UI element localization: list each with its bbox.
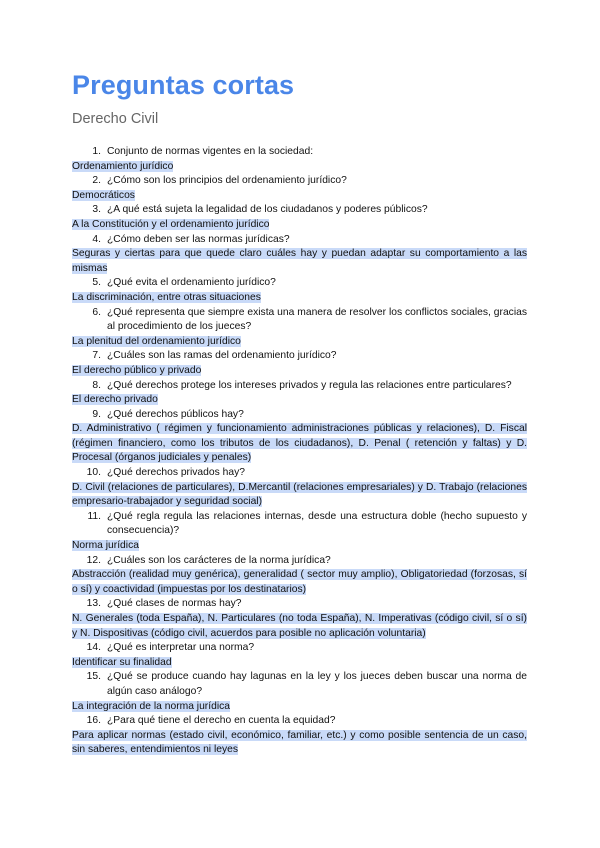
answer-text: D. Administrativo ( régimen y funcionamiento administraciones públicas y relaciones), D. Fiscal (régimen financiero, como los tributos de los ciudadanos), D. Penal ( retención y faltas) y D. Procesal (órganos judiciales y penales): [72, 423, 527, 464]
answer-item: [72, 218, 527, 233]
question-number: 15.: [86, 671, 101, 683]
question-item: [72, 597, 527, 612]
question-number: 13.: [86, 598, 101, 610]
answer-text: Abstracción (realidad muy genérica), generalidad ( sector muy amplio), Obligatoriedad (forzosas, sí o sí) y coactividad (impuestas por los destinatarios): [72, 569, 527, 595]
page-title: Preguntas cortas: [72, 70, 295, 100]
question-number: 16.: [86, 715, 101, 727]
question-number: 4.: [92, 233, 101, 245]
question-number: 5.: [92, 277, 101, 289]
question-item: [72, 510, 527, 539]
answer-text: Democráticos: [72, 189, 135, 201]
answer-text: D. Civil (relaciones de particulares), D.Mercantil (relaciones empresariales) y D. Trabajo (relaciones empresario-trabajador y seguridad social): [72, 481, 527, 508]
question-text: ¿Qué regla regula las relaciones internas, desde una estructura doble (hecho supuesto y consecuencia)?: [107, 510, 527, 537]
qa-list: [72, 145, 527, 758]
question-text: ¿A qué está sujeta la legalidad de los ciudadanos y poderes públicos?: [107, 204, 428, 216]
question-text: ¿Qué derechos privados hay?: [107, 467, 245, 479]
answer-item: [72, 335, 527, 350]
answer-item: [72, 189, 527, 204]
answer-text: Identificar su finalidad: [72, 656, 172, 668]
answer-item: [72, 247, 527, 276]
question-item: [72, 408, 527, 423]
question-item: [72, 276, 527, 291]
answer-item: [72, 729, 527, 758]
page-subtitle: Derecho Civil: [72, 111, 159, 127]
question-number: 1.: [92, 146, 101, 157]
question-text: ¿Qué se produce cuando hay lagunas en la ley y los jueces deben buscar una norma de algún caso análogo?: [107, 671, 527, 697]
question-text: ¿Qué clases de normas hay?: [107, 598, 242, 610]
question-text: Conjunto de normas vigentes en la sociedad:: [107, 146, 314, 157]
answer-item: [72, 539, 527, 554]
answer-text: La integración de la norma jurídica: [72, 700, 230, 712]
answer-text: Ordenamiento jurídico: [72, 160, 174, 172]
answer-text: La plenitud del ordenamiento jurídico: [72, 335, 241, 347]
question-text: ¿Para qué tiene el derecho en cuenta la equidad?: [107, 715, 336, 727]
question-number: 12.: [86, 554, 101, 566]
question-text: ¿Qué evita el ordenamiento jurídico?: [107, 277, 276, 289]
answer-text: El derecho privado: [72, 394, 158, 406]
question-number: 2.: [92, 175, 101, 187]
question-text: ¿Cómo deben ser las normas jurídicas?: [107, 233, 290, 245]
answer-item: [72, 364, 527, 379]
question-item: [72, 306, 527, 335]
question-number: 14.: [86, 642, 101, 654]
question-item: [72, 174, 527, 189]
question-number: 6.: [92, 306, 101, 318]
answer-item: [72, 700, 527, 715]
question-number: 11.: [87, 510, 101, 522]
question-number: 9.: [92, 408, 101, 420]
question-text: ¿Qué es interpretar una norma?: [107, 642, 255, 654]
answer-text: N. Generales (toda España), N. Particulares (no toda España), N. Imperativas (código civil, sí o sí) y N. Dispositivas (código civil, acuerdos para posible no aplicación voluntaria): [72, 613, 527, 639]
question-number: 8.: [92, 379, 101, 391]
question-item: [72, 379, 527, 394]
question-item: [72, 641, 527, 656]
question-text: ¿Cuáles son las ramas del ordenamiento jurídico?: [107, 350, 337, 362]
question-item: [72, 714, 527, 729]
question-number: 10.: [86, 467, 101, 479]
question-text: ¿Cuáles son los carácteres de la norma jurídica?: [107, 554, 331, 566]
question-item: [72, 554, 527, 569]
question-number: 7.: [92, 350, 101, 362]
answer-item: [72, 422, 527, 466]
answer-text: Para aplicar normas (estado civil, económico, familiar, etc.) y como posible sentencia de un caso, sin saberes, entendimientos ni leyes: [72, 729, 527, 756]
answer-item: [72, 393, 527, 408]
question-text: ¿Qué derechos protege los intereses privados y regula las relaciones entre particulares?: [107, 379, 512, 391]
answer-text: A la Constitución y el ordenamiento jurídico: [72, 218, 270, 230]
question-item: [72, 233, 527, 248]
answer-item: [72, 291, 527, 306]
question-item: [72, 349, 527, 364]
question-text: ¿Cómo son los principios del ordenamiento jurídico?: [107, 175, 347, 187]
answer-text: La discriminación, entre otras situaciones: [72, 291, 261, 303]
question-item: [72, 670, 527, 699]
question-item: [72, 466, 527, 481]
answer-item: [72, 568, 527, 597]
answer-item: [72, 160, 527, 175]
answer-item: [72, 612, 527, 641]
question-item: [72, 145, 527, 160]
answer-item: [72, 481, 527, 510]
question-text: ¿Qué derechos públicos hay?: [107, 408, 244, 420]
question-text: ¿Qué representa que siempre exista una manera de resolver los conflictos sociales, gracias al procedimiento de los jueces?: [107, 306, 527, 333]
question-number: 3.: [92, 204, 101, 216]
answer-text: Norma jurídica: [72, 540, 139, 552]
answer-item: [72, 656, 527, 671]
question-item: [72, 203, 527, 218]
answer-text: Seguras y ciertas para que quede claro cuáles hay y puedan adaptar su comportamiento a las mismas: [72, 248, 527, 274]
answer-text: El derecho público y privado: [72, 364, 202, 376]
